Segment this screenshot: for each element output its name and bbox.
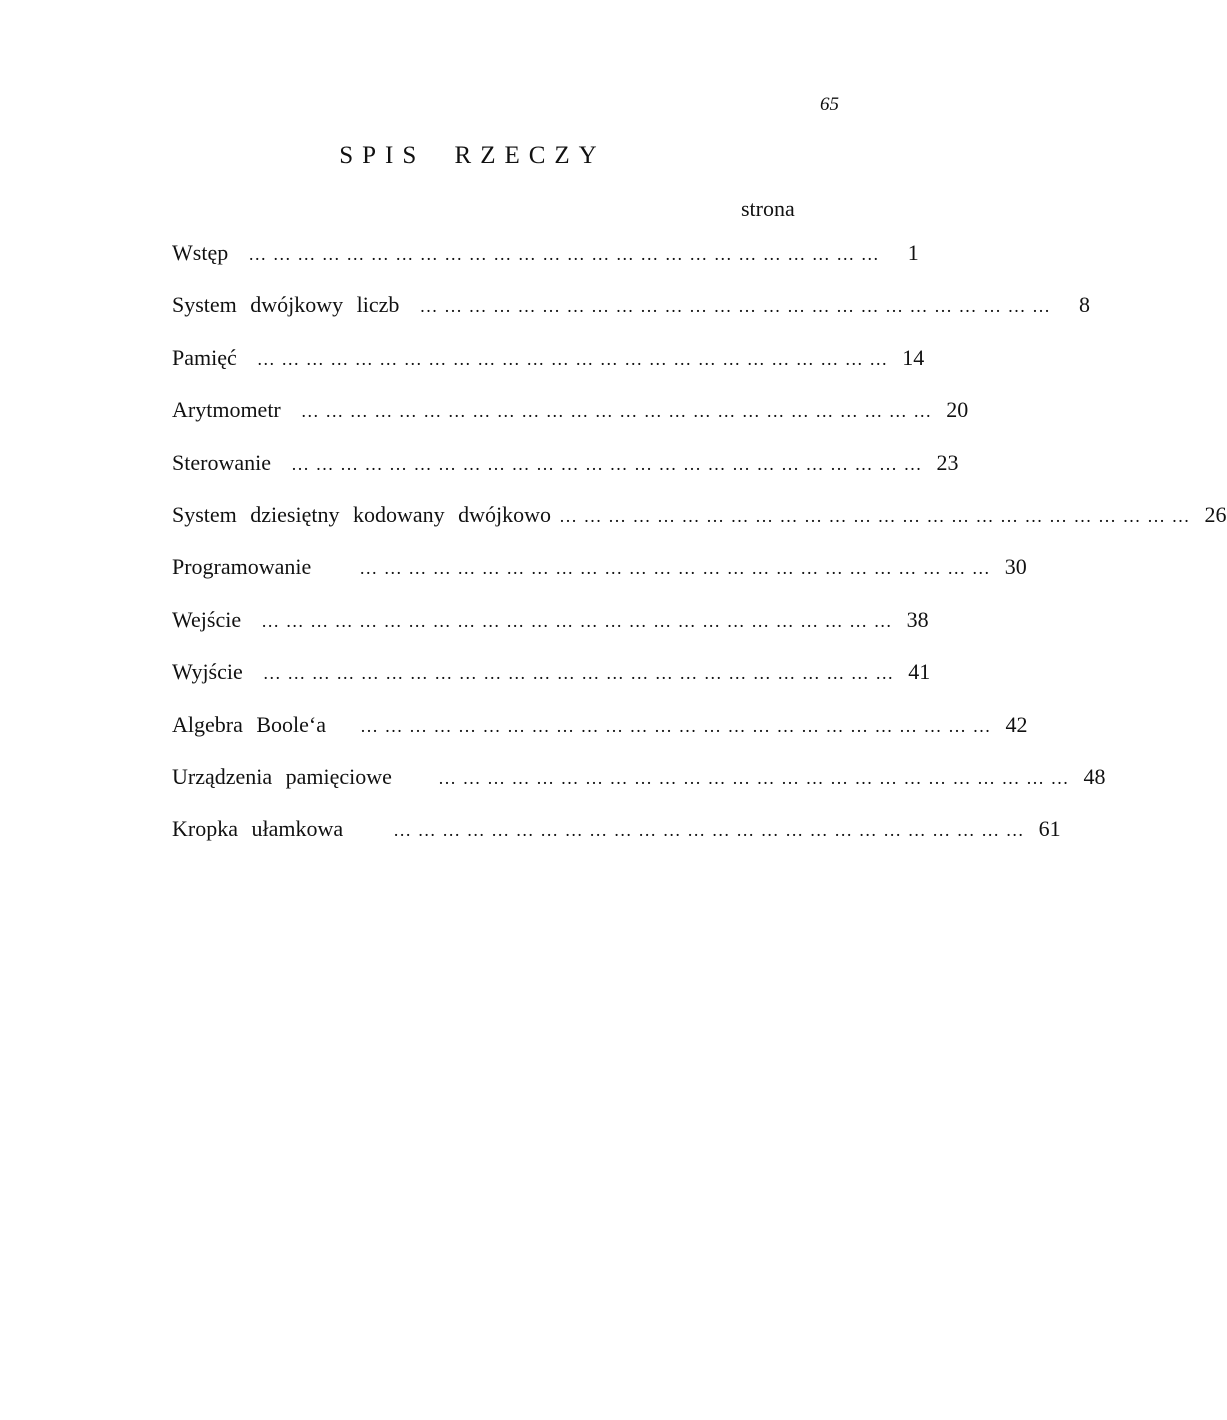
page-number: 65 bbox=[820, 94, 839, 115]
toc-entry-title: Algebra Boole‘a bbox=[172, 711, 326, 737]
toc-entry-page: 30 bbox=[1004, 554, 1027, 580]
toc-leader-dots: … … … … … … … … … … … … … … … … … … … … … … … … … … bbox=[437, 767, 1070, 788]
toc-entry-title: Kropka ułamkowa bbox=[172, 816, 344, 842]
toc-entry-title: System dwójkowy liczb bbox=[172, 292, 400, 318]
toc-entry-title: Pamięć bbox=[172, 344, 237, 370]
toc-entry-arytmometr[interactable] bbox=[170, 397, 969, 449]
toc-entry-urzadzenia-pamieciowe[interactable] bbox=[170, 763, 1106, 816]
toc-leader-dots: … … … … … … … … … … … … … … … … … … … … … … … … … … bbox=[359, 558, 991, 579]
toc-entry-page: 23 bbox=[936, 449, 959, 475]
toc-leader-dots: … … … … … … … … … … … … … … … … … … … … … … … … … … bbox=[360, 715, 992, 736]
toc-leader-dots: … … … … … … … … … … … … … … … … … … … … … … … … … … bbox=[393, 820, 1025, 841]
toc-entry-page: 42 bbox=[1005, 711, 1028, 737]
toc-entry-kropka-ulamkowa[interactable] bbox=[170, 816, 1061, 868]
toc-entry-page: 41 bbox=[908, 659, 931, 685]
toc-entry-title: Urządzenia pamięciowe bbox=[172, 763, 392, 789]
page-column-header: strona bbox=[741, 196, 795, 221]
toc-leader-dots: … … … … … … … … … … … … … … … … … … … … … … … … … … bbox=[262, 663, 895, 684]
toc-entry-system-dwojkowy[interactable] bbox=[170, 292, 1090, 344]
toc-entry-title: Wejście bbox=[172, 606, 242, 632]
toc-entry-sterowanie[interactable] bbox=[170, 449, 959, 502]
toc-entry-programowanie[interactable] bbox=[170, 554, 1027, 606]
toc-entry-title: Wyjście bbox=[172, 659, 243, 685]
toc-leader-dots: … … … … … … … … … … … … … … … … … … … … … … … … … … bbox=[261, 610, 893, 631]
toc-entry-page: 26 bbox=[1204, 501, 1227, 527]
toc-leader-dots: … … … … … … … … … … … … … … … … … … … … … … … … … … bbox=[256, 348, 889, 369]
toc-leader-dots: … … … … … … … … … … … … … … … … … … … … … … … … … … bbox=[248, 244, 880, 264]
toc-leader-dots: … … … … … … … … … … … … … … … … … … … … … … … … … … bbox=[300, 401, 933, 422]
toc-entry-title: Sterowanie bbox=[172, 449, 271, 475]
toc-entry-page: 14 bbox=[902, 344, 925, 370]
toc-leader-dots: … … … … … … … … … … … … … … … … … … … … … … … … … … bbox=[559, 505, 1191, 526]
toc-entry-page: 38 bbox=[906, 606, 929, 632]
toc-entry-wyjscie[interactable] bbox=[170, 659, 931, 711]
toc-entry-title: Arytmometr bbox=[172, 397, 281, 423]
toc-entry-page: 61 bbox=[1038, 816, 1061, 842]
toc-entry-page: 1 bbox=[907, 240, 919, 265]
toc-entry-page: 48 bbox=[1083, 763, 1106, 789]
toc-entry-title: Programowanie bbox=[172, 554, 312, 580]
toc-entry-wejscie[interactable] bbox=[170, 606, 929, 659]
toc-entry-page: 8 bbox=[1078, 292, 1090, 318]
toc-entry-title: Wstęp bbox=[172, 240, 229, 265]
table-of-contents bbox=[170, 240, 1227, 869]
toc-entry-title: System dziesiętny kodowany dwójkowo bbox=[172, 501, 552, 527]
toc-entry-pamiec[interactable] bbox=[170, 344, 925, 397]
toc-entry-algebra-boolea[interactable] bbox=[170, 711, 1028, 764]
toc-entry-system-dziesietny[interactable] bbox=[170, 501, 1227, 554]
toc-leader-dots: … … … … … … … … … … … … … … … … … … … … … … … … … … bbox=[419, 296, 1051, 317]
toc-leader-dots: … … … … … … … … … … … … … … … … … … … … … … … … … … bbox=[290, 453, 923, 474]
page-title: SPIS RZECZY bbox=[339, 142, 606, 169]
toc-entry-page: 20 bbox=[946, 397, 969, 423]
toc-entry-wstep[interactable] bbox=[170, 240, 919, 292]
